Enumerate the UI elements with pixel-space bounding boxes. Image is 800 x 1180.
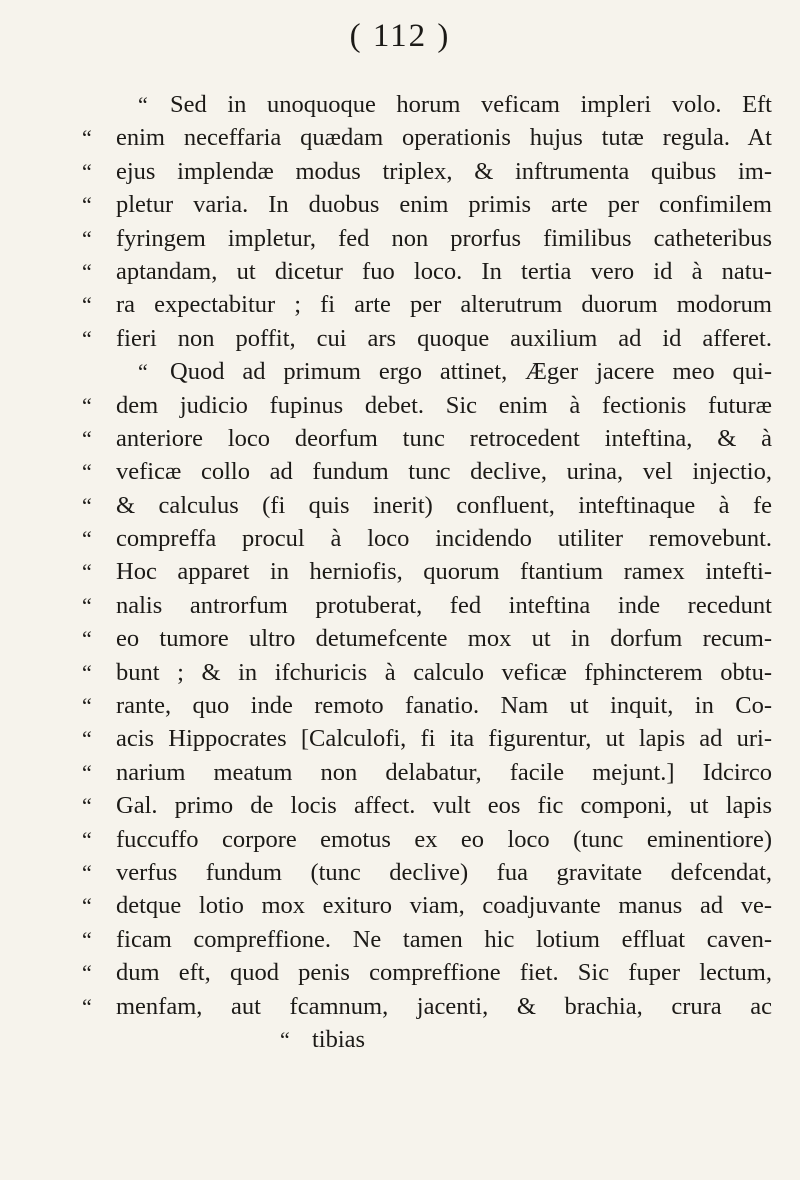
text-line	[82, 756, 772, 789]
text-line	[82, 522, 772, 555]
quote-mark: “	[82, 559, 92, 585]
text-line	[82, 622, 772, 655]
line-text: narium meatum non delabatur, facile mejunt.] Idcirco	[116, 758, 772, 786]
quote-mark: “	[82, 392, 92, 418]
quote-mark: “	[82, 993, 92, 1019]
quote-mark: “	[82, 726, 92, 752]
line-text: anteriore loco deorfum tunc retrocedent inteftina, & à	[116, 424, 772, 452]
quote-mark: “	[82, 459, 92, 485]
line-text: dem judicio fupinus debet. Sic enim à fectionis futuræ	[116, 391, 772, 419]
line-text: acis Hippocrates [Calculofi, fi ita figurentur, ut lapis ad uri-	[116, 725, 772, 753]
line-text: & calculus (fi quis inerit) confluent, inteftinaque à fe	[116, 491, 772, 519]
quote-mark: “	[82, 526, 92, 552]
line-text: tibias	[312, 1025, 366, 1053]
text-line	[82, 155, 772, 188]
text-line	[82, 589, 772, 622]
text-line	[82, 1023, 772, 1056]
line-text: dum eft, quod penis compreffione fiet. Sic fuper lectum,	[116, 959, 772, 987]
text-line	[82, 489, 772, 522]
line-text: aptandam, ut dicetur fuo loco. In tertia vero id à natu-	[116, 257, 772, 285]
quote-mark: “	[82, 893, 92, 919]
quote-mark: “	[82, 793, 92, 819]
text-line	[82, 789, 772, 822]
text-line	[82, 422, 772, 455]
page-number: ( 112 )	[349, 18, 451, 54]
text-line	[82, 956, 772, 989]
line-text: ficam compreffione. Ne tamen hic lotium effluat caven-	[116, 925, 772, 953]
text-line	[82, 990, 772, 1023]
text-line	[82, 255, 772, 288]
line-text: Gal. primo de locis affect. vult eos fic componi, ut lapis	[116, 792, 772, 820]
quote-mark: “	[82, 960, 92, 986]
line-text: bunt ; & in ifchuricis à calculo veficæ fphincterem obtu-	[116, 658, 772, 686]
quote-mark: “	[82, 492, 92, 518]
quote-mark: “	[82, 759, 92, 785]
line-text: verfus fundum (tunc declive) fua gravitate defcendat,	[116, 858, 772, 886]
quote-mark: “	[280, 1026, 290, 1052]
quote-mark: “	[82, 659, 92, 685]
line-text: Quod ad primum ergo attinet, Æger jacere meo qui-	[170, 358, 772, 386]
quote-mark: “	[82, 626, 92, 652]
line-text: fieri non poffit, cui ars quoque auxilium ad id afferet.	[116, 324, 772, 352]
quote-mark: “	[138, 359, 148, 385]
text-line	[82, 889, 772, 922]
text-line	[82, 355, 772, 388]
quote-mark: “	[82, 926, 92, 952]
text-line	[82, 689, 772, 722]
text-line	[82, 322, 772, 355]
text-line	[82, 389, 772, 422]
text-line	[82, 656, 772, 689]
text-line	[82, 455, 772, 488]
line-text: Sed in unoquoque horum veficam impleri volo. Eft	[170, 91, 772, 118]
quote-mark: “	[82, 225, 92, 251]
quote-mark: “	[82, 158, 92, 184]
text-line	[82, 722, 772, 755]
quote-mark: “	[138, 92, 148, 117]
line-text: Hoc apparet in herniofis, quorum ftantium ramex intefti-	[116, 558, 772, 586]
text-line	[82, 823, 772, 856]
quote-mark: “	[82, 826, 92, 852]
line-text: veficæ collo ad fundum tunc declive, urina, vel injectio,	[116, 458, 772, 486]
line-text: fyringem impletur, fed non prorfus fimilibus catheteribus	[116, 224, 772, 252]
line-text: ejus implendæ modus triplex, & inftrumenta quibus im-	[116, 157, 772, 185]
text-line	[82, 856, 772, 889]
line-text: fuccuffo corpore emotus ex eo loco (tunc eminentiore)	[116, 825, 772, 853]
quote-mark: “	[82, 192, 92, 218]
text-line	[82, 923, 772, 956]
quote-mark: “	[82, 693, 92, 719]
line-text: menfam, aut fcamnum, jacenti, & brachia, crura ac	[116, 992, 772, 1020]
line-text: compreffa procul à loco incidendo utiliter removebunt.	[116, 525, 772, 553]
quote-mark: “	[82, 859, 92, 885]
quote-mark: “	[82, 592, 92, 618]
line-text: ra expectabitur ; fi arte per alterutrum duorum modorum	[116, 291, 772, 319]
line-text: eo tumore ultro detumefcente mox ut in dorfum recum-	[116, 625, 772, 653]
text-line	[82, 555, 772, 588]
line-text: pletur varia. In duobus enim primis arte per confimilem	[116, 191, 772, 219]
quote-mark: “	[82, 425, 92, 451]
text-line	[82, 121, 772, 154]
text-line	[82, 88, 772, 121]
line-text: rante, quo inde remoto fanatio. Nam ut inquit, in Co-	[116, 692, 772, 720]
quote-mark: “	[82, 292, 92, 318]
body-text	[82, 88, 772, 1056]
line-text: nalis antrorfum protuberat, fed inteftina inde recedunt	[116, 591, 772, 619]
quote-mark: “	[82, 258, 92, 284]
line-text: detque lotio mox exituro viam, coadjuvante manus ad ve-	[116, 892, 772, 920]
text-line	[82, 222, 772, 255]
line-text: enim neceffaria quædam operationis hujus tutæ regula. At	[116, 124, 772, 152]
quote-mark: “	[82, 325, 92, 351]
quote-mark: “	[82, 125, 92, 151]
text-line	[82, 288, 772, 321]
text-line	[82, 188, 772, 221]
